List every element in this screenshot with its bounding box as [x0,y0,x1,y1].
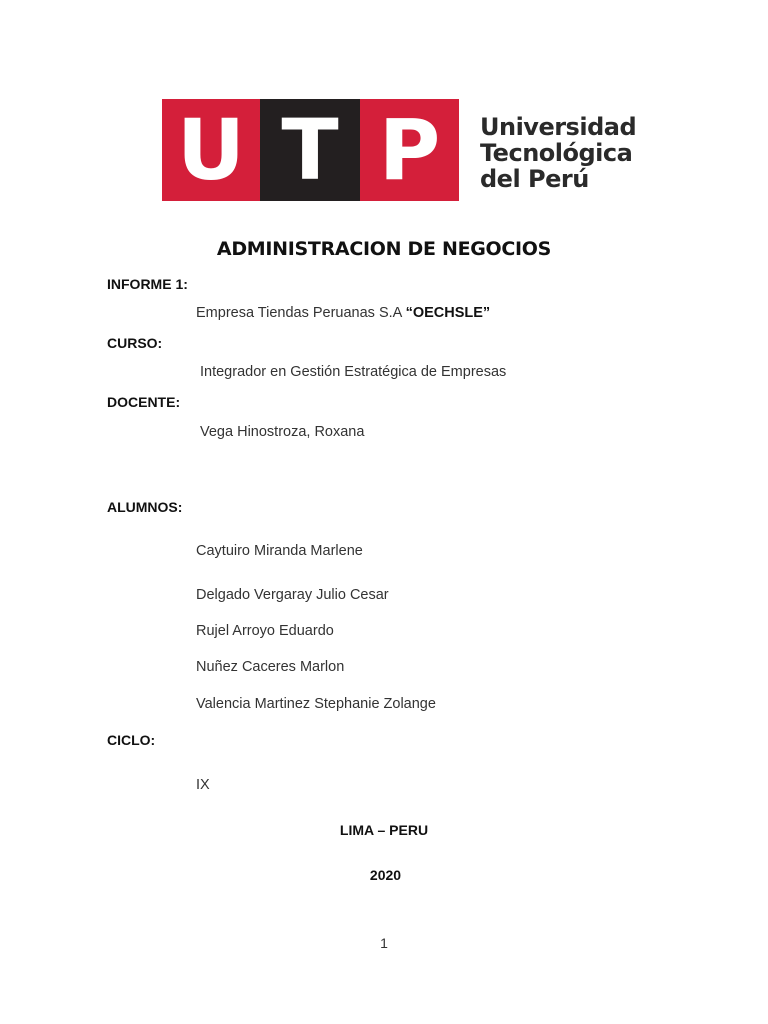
logo-letter-t: T [281,101,339,199]
docente-label: DOCENTE: [107,394,181,410]
logo-block-u [162,99,260,201]
informe-brand: “OECHSLE” [405,305,491,321]
document-title: ADMINISTRACION DE NEGOCIOS [216,238,552,260]
docente-value: Vega Hinostroza, Roxana [200,424,365,440]
curso-value: Integrador en Gestión Estratégica de Empresas [200,364,507,380]
curso-label: CURSO: [107,335,163,351]
ciclo-label: CICLO: [107,732,156,748]
page-number: 1 [380,935,388,951]
informe-label: INFORME 1: [107,276,188,292]
alumnos-label: ALUMNOS: [107,499,183,515]
logo-letter-p: P [378,101,441,199]
informe-value [196,305,490,321]
university-name-line-3: del Perú [480,165,589,193]
university-name-line-1: Universidad [480,113,637,141]
university-name-line-2: Tecnológica [480,139,633,167]
alumno-name: Rujel Arroyo Eduardo [196,623,334,639]
location: LIMA – PERU [339,822,429,838]
ciclo-value: IX [196,777,210,793]
informe-company: Empresa Tiendas Peruanas S.A [196,305,402,321]
alumno-name: Valencia Martinez Stephanie Zolange [196,696,436,712]
logo-block-p [360,99,459,201]
alumno-name: Delgado Vergaray Julio Cesar [196,587,389,603]
alumno-name: Caytuiro Miranda Marlene [196,543,363,559]
year: 2020 [369,867,402,883]
logo-letter-u: U [176,101,246,199]
alumno-name: Nuñez Caceres Marlon [196,659,345,675]
logo-block-t [260,99,360,201]
